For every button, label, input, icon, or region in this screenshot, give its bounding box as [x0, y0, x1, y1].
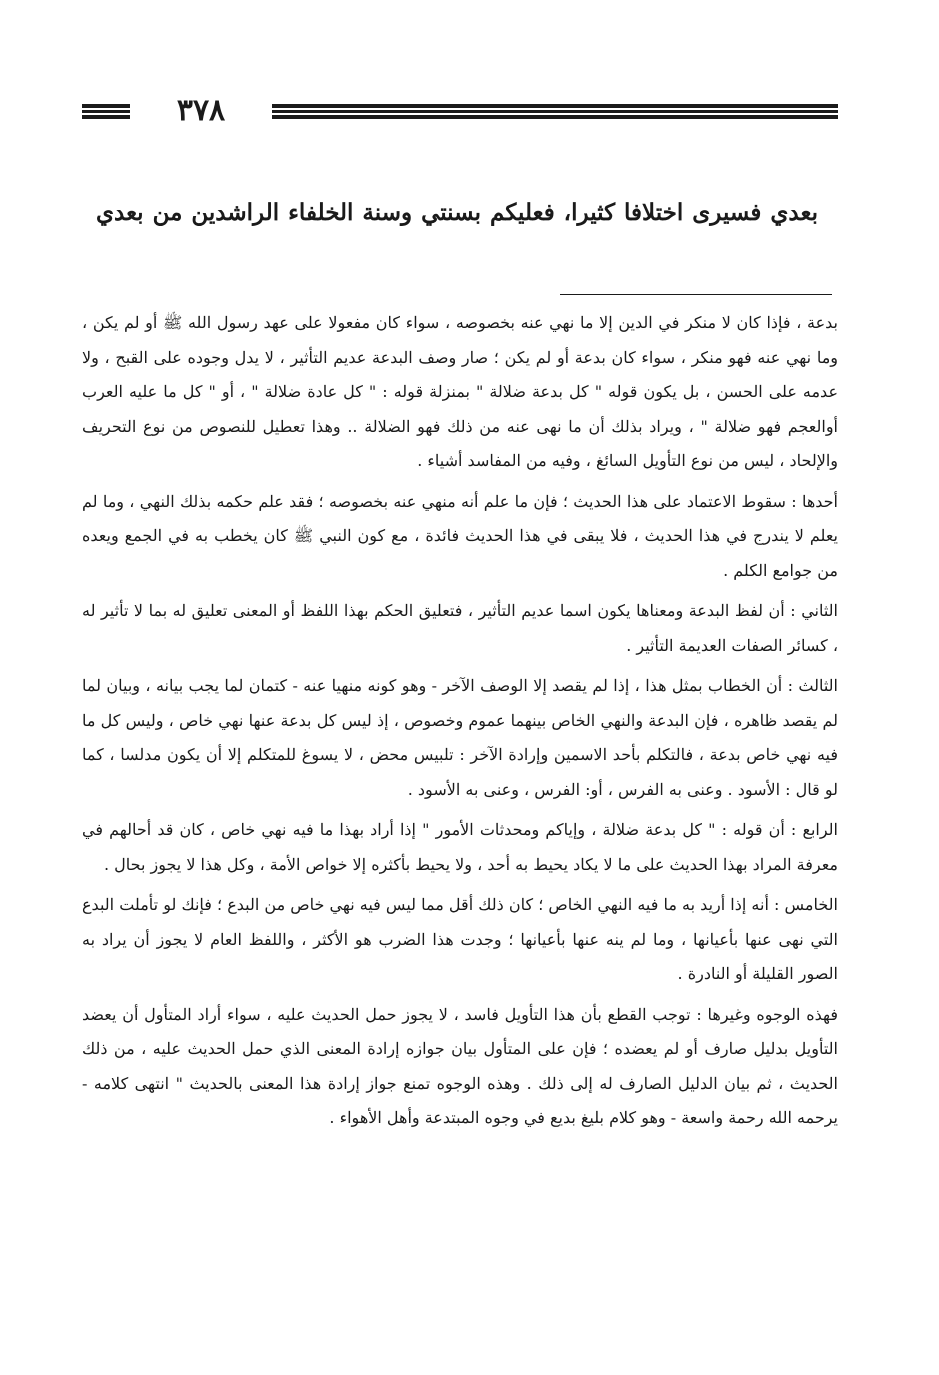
footnote-body: [82, 306, 838, 1136]
footnote-separator: [560, 294, 832, 295]
footnote-paragraph-second: الثاني : أن لفظ البدعة ومعناها يكون اسما عديم التأثير ، فتعليق الحكم بهذا اللفظ أو المعنى تعليق له بما لا تأثير له ، كسائر الصفات العديمة التأثير .: [82, 601, 839, 655]
page-number: ٣٧٨: [176, 93, 226, 128]
footnote-paragraph-third: الثالث : أن الخطاب بمثل هذا ، إذا لم يقصد إلا الوصف الآخر - وهو كونه منهيا عنه - كتمان لما يجب بيانه ، وبيان لما لم يقصد ظاهره ، فإن البدعة والنهي الخاص بينهما عموم وخصوص ، إذ ليس كل بدعة عنها نهي خاص ، وليس كل ما فيه نهي خاص بدعة ، فالتكلم بأحد الاسمين وإرادة الآخر : تلبيس محض ، لا يسوغ للمتكلم إلا أن يكون مدلسا ، كما لو قال : الأسود . وعنى به الفرس ، أو: الفرس ، وعنى به الأسود .: [82, 676, 838, 799]
header-rule-left: [82, 104, 130, 121]
page-header: [82, 93, 838, 130]
footnote-paragraph-fourth: الرابع : أن قوله : " كل بدعة ضلالة ، وإياكم ومحدثات الأمور " إذا أراد بهذا ما فيه نهي خاص ، كان قد أحالهم في معرفة المراد بهذا الحديث على ما لا يكاد يحيط به أحد ، ولا يحيط بأكثره إلا خواص الأمة ، وكل هذا لا يجوز بحال .: [82, 820, 839, 874]
hadith-text: بعدي فسيرى اختلافا كثيرا، فعليكم بسنتي وسنة الخلفاء الراشدين من بعدي: [96, 199, 818, 226]
footnote-paragraph-conclusion: فهذه الوجوه وغيرها : توجب القطع بأن هذا التأويل فاسد ، لا يجوز حمل الحديث عليه ، سواء أراد المتأول أن يعضد التأويل بدليل صارف أو لم يعضده ؛ فإن على المتأول بيان جوازه إرادة المعنى الذي حمل الحديث عليه ، من ذلك الحديث ، ثم بيان الدليل الصارف له إلى ذلك . وهذه الوجوه تمنع جواز إرادة هذا المعنى بالحديث " انتهى كلامه - يرحمه الله رحمة واسعة - وهو كلام بليغ بديع في وجوه المبتدعة وأهل الأهواء .: [82, 1004, 838, 1127]
footnote-paragraph-fifth: الخامس : أنه إذا أريد به ما فيه النهي الخاص ؛ كان ذلك أقل مما ليس فيه نهي خاص من البدع ؛ فإنك لو تأملت البدع التي نهى عنها بأعيانها ، وما لم ينه عنها بأعيانها ؛ وجدت هذا الضرب هو الأكثر ، واللفظ العام لا يجوز أن يراد به الصور القليلة أو النادرة .: [82, 895, 839, 983]
header-rule-right: [272, 104, 838, 121]
footnote-paragraph-first: أحدها : سقوط الاعتماد على هذا الحديث ؛ فإن ما علم أنه منهي عنه بخصوصه ؛ فقد علم حكمه بذلك النهي ، وما لم يعلم لا يندرج في هذا الحديث ، فلا يبقى في هذا الحديث فائدة ، مع كون النبي ﷺ كان يخطب به في الجمع ويعده من جوامع الكلم .: [82, 491, 838, 580]
footnote-paragraph-intro: بدعة ، فإذا كان لا منكر في الدين إلا ما نهي عنه بخصوصه ، سواء كان مفعولا على عهد رسول الله ﷺ أو لم يكن ، وما نهي عنه فهو منكر ، سواء كان بدعة أو لم يكن ؛ صار وصف البدعة عديم التأثير ، لا يدل وجوده على القبح ، ولا عدمه على الحسن ، بل يكون قوله " كل بدعة ضلالة " بمنزلة قوله : " كل عادة ضلالة " ، أو " كل ما عليه العرب أوالعجم فهو ضلالة " ، ويراد بذلك أن ما نهى عنه من ذلك فهو الضلالة .. وهذا تعطيل للنصوص من نوع التحريف والإلحاد ، ليس من نوع التأويل السائغ ، وفيه من المفاسد أشياء .: [82, 313, 839, 470]
